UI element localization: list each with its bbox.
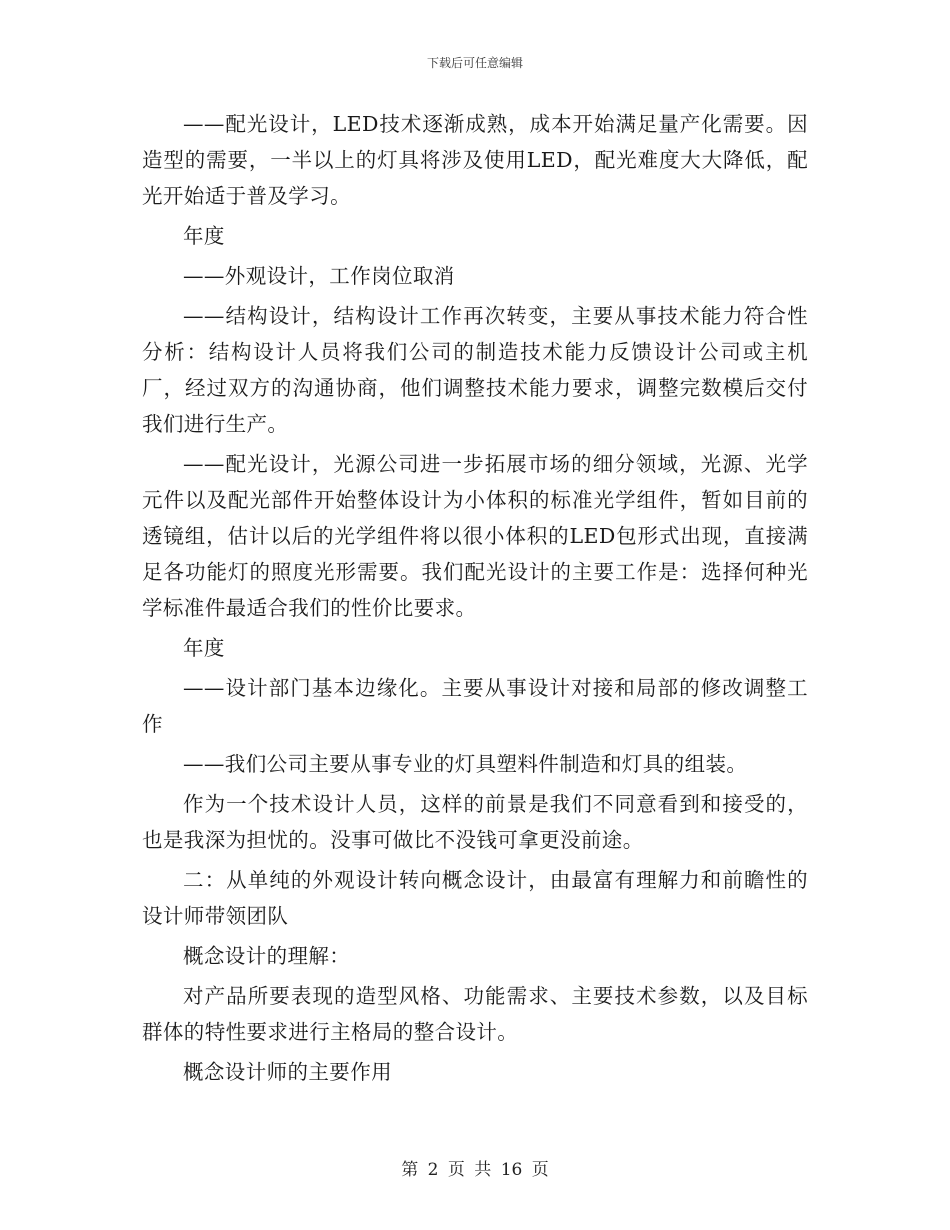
paragraph-section-two-heading: 二：从单纯的外观设计转向概念设计，由最富有理解力和前瞻性的设计师带领团队	[142, 868, 808, 928]
paragraph-lighting-design-optics: ——配光设计，光源公司进一步拓展市场的细分领域，光源、光学元件以及配光部件开始整体设计为小体积的标准光学组件，暂如目前的透镜组，估计以后的光学组件将以很小体积的LED包形式出现，直接满足各功能灯的照度光形需要。我们配光设计的主要工作是：选择何种光学标准件最适合我们的性价比要求。	[142, 452, 808, 620]
page-number-footer: 第 2 页 共 16 页	[401, 1160, 549, 1180]
paragraph-appearance-design: ——外观设计，工作岗位取消	[183, 264, 455, 288]
paragraph-concept-understanding: 概念设计的理解：	[183, 944, 351, 968]
paragraph-lighting-design-led: ——配光设计，LED技术逐渐成熟，成本开始满足量产化需要。因造型的需要，一半以上的灯具将涉及使用LED，配光难度大大降低，配光开始适于普及学习。	[142, 112, 808, 208]
paragraph-structure-design: ——结构设计，结构设计工作再次转变，主要从事技术能力符合性分析：结构设计人员将我们公司的制造技术能力反馈设计公司或主机厂，经过双方的沟通协商，他们调整技术能力要求，调整完数模后交付我们进行生产。	[142, 304, 808, 436]
paragraph-design-department: ——设计部门基本边缘化。主要从事设计对接和局部的修改调整工作	[142, 676, 808, 736]
paragraph-concept-definition: 对产品所要表现的造型风格、功能需求、主要技术参数，以及目标群体的特性要求进行主格局的整合设计。	[142, 984, 808, 1044]
paragraph-designer-concern: 作为一个技术设计人员，这样的前景是我们不同意看到和接受的，也是我深为担忧的。没事可做比不没钱可拿更没前途。	[142, 792, 808, 852]
page-header-note: 下载后可任意编辑	[426, 56, 523, 70]
paragraph-year-2: 年度	[183, 636, 225, 660]
paragraph-concept-designer-role: 概念设计师的主要作用	[183, 1060, 392, 1084]
document-body	[142, 106, 808, 1090]
paragraph-year-1: 年度	[183, 224, 225, 248]
paragraph-company-manufacturing: ——我们公司主要从事专业的灯具塑料件制造和灯具的组装。	[183, 752, 748, 776]
